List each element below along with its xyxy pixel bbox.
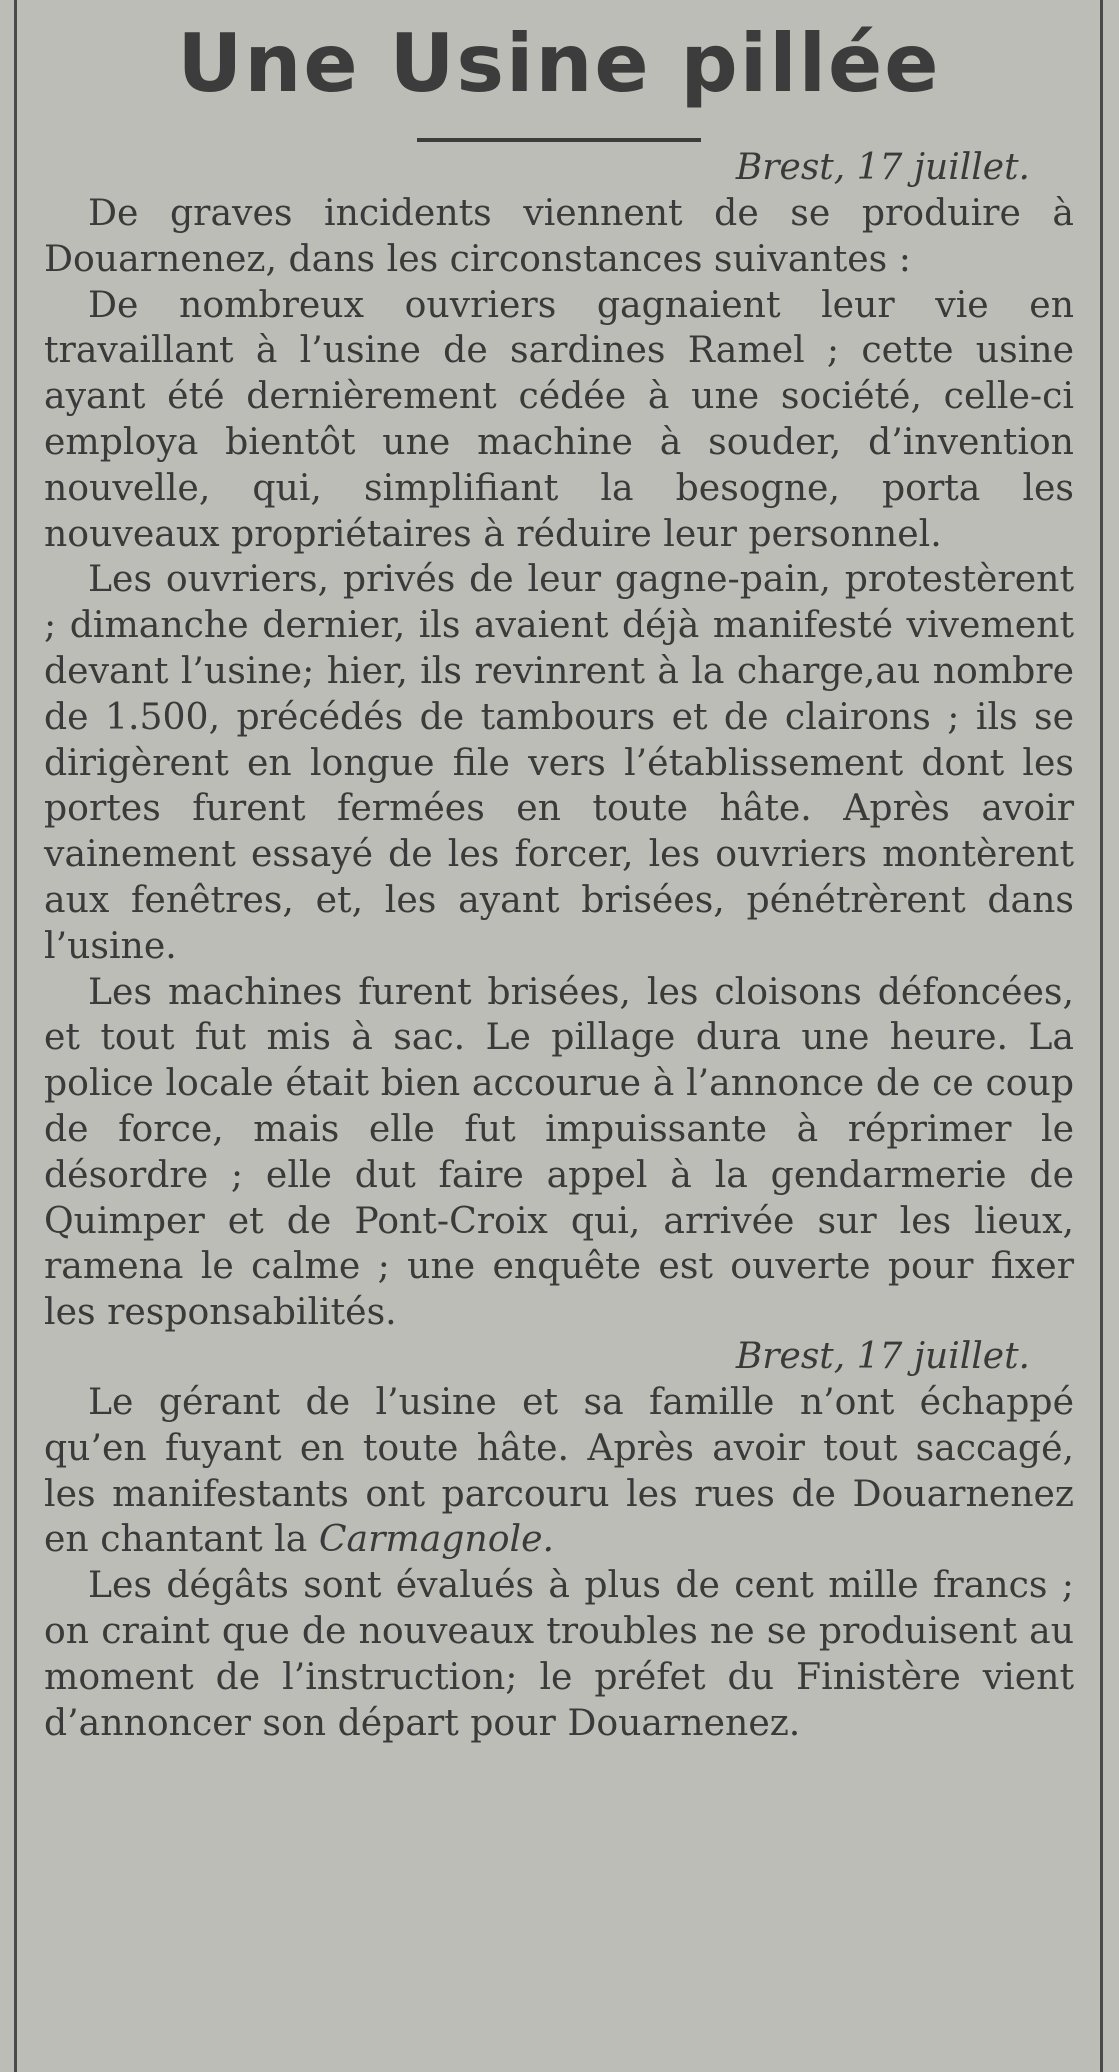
- paragraph-6: Les dégâts sont évalués à plus de cent mille francs ; on craint que de nouveaux troubles ne se produisent au moment de l’instruction; le préfet du Finistère vient d’annoncer son départ pour Douarnenez.: [44, 1563, 1074, 1744]
- left-column-rule: [14, 0, 17, 2072]
- article-column: [44, 0, 1074, 1745]
- headline-rule: [417, 138, 701, 142]
- right-column-rule: [1100, 0, 1103, 2072]
- dateline-1: Brest, 17 juillet.: [735, 147, 1030, 188]
- paragraph-5-italic: Carmagnole.: [318, 1517, 555, 1561]
- headline: Une Usine pillée: [177, 17, 941, 110]
- paragraph-1: De graves incidents viennent de se produire à Douarnenez, dans les circonstances suivantes :: [44, 191, 1074, 280]
- paragraph-3: Les ouvriers, privés de leur gagne-pain, protestèrent ; dimanche dernier, ils avaient déjà manifesté vivement devant l’usine; hier, ils revinrent à la charge,au nombre de 1.500, précédés de tambours et de clairons ; ils se dirigèrent en longue file vers l’établissement dont les portes furent fermées en toute hâte. Après avoir vainement essayé de les forcer, les ouvriers montèrent aux fenêtres, et, les ayant brisées, pénétrèrent dans l’usine.: [44, 557, 1074, 967]
- paragraph-2: De nombreux ouvriers gagnaient leur vie en travaillant à l’usine de sardines Ramel ; cette usine ayant été dernièrement cédée à une société, celle-ci employa bientôt une machine à souder, d’invention nouvelle, qui, simplifiant la besogne, porta les nouveaux propriétaires à réduire leur personnel.: [44, 282, 1074, 555]
- paragraph-5: [44, 1379, 1074, 1562]
- paragraph-4: Les machines furent brisées, les cloisons défoncées, et tout fut mis à sac. Le pillage dura une heure. La police locale était bien accourue à l’annonce de ce coup de force, mais elle fut impuissante à réprimer le désordre ; elle dut faire appel à la gendarmerie de Quimper et de Pont-Croix qui, arrivée sur les lieux, ramena le calme ; une enquête est ouverte pour fixer les responsabilités.: [44, 969, 1074, 1334]
- dateline-2: Brest, 17 juillet.: [735, 1335, 1030, 1377]
- paragraph-5-text: Le gérant de l’usine et sa famille n’ont échappé qu’en fuyant en toute hâte. Après avoir tout saccagé, les manifestants ont parcouru les rues de Douarnenez en chantant la: [44, 1379, 1074, 1561]
